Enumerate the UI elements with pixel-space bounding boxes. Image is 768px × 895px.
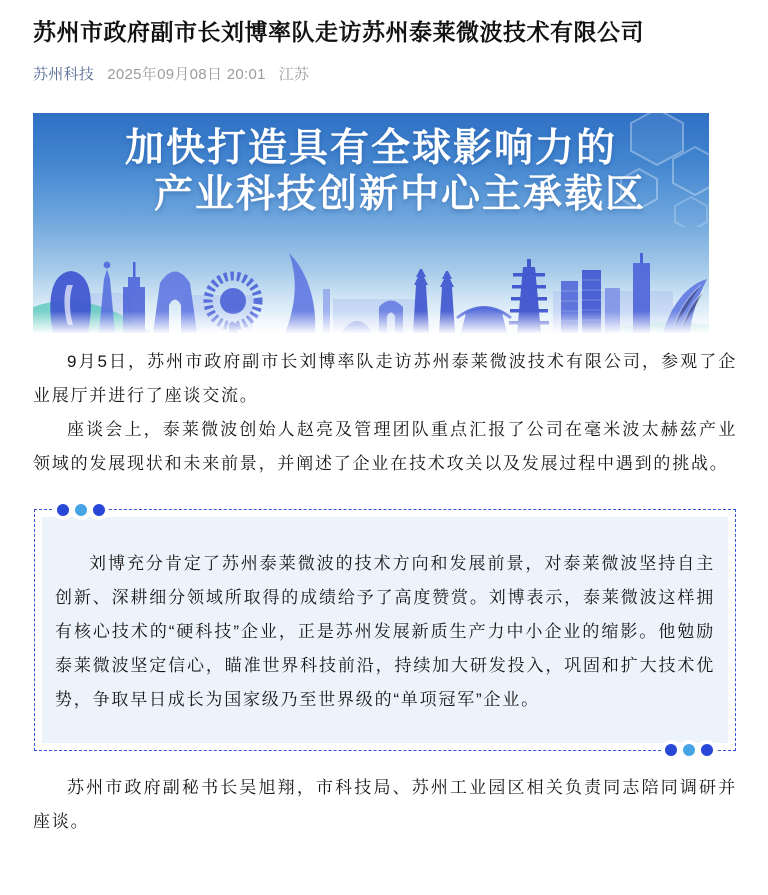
- dot-icon: [75, 504, 87, 516]
- dot-icon: [93, 504, 105, 516]
- dot-icon: [665, 744, 677, 756]
- byline: [33, 63, 737, 84]
- quote-panel: [42, 517, 728, 743]
- city-skyline-illustration: [33, 233, 709, 333]
- publish-date: 2025年09月08日 20:01: [107, 66, 266, 83]
- decorative-dots-bottom-right: [665, 744, 713, 756]
- banner-headline-line1: 加快打造具有全球影响力的: [124, 127, 617, 170]
- banner-headline-line2: 产业科技创新中心主承载区: [153, 173, 646, 216]
- article-title: 苏州市政府副市长刘博率队走访苏州泰莱微波技术有限公司: [33, 19, 644, 45]
- banner-headline: [33, 113, 709, 218]
- paragraph: 苏州市政府副秘书长吴旭翔，市科技局、苏州工业园区相关负责同志陪同调研并座谈。: [33, 778, 737, 831]
- account-name-link[interactable]: 苏州科技: [33, 66, 95, 83]
- decorative-dots-top-left: [57, 504, 105, 516]
- dot-icon: [57, 504, 69, 516]
- quote-paragraph: 刘博充分肯定了苏州泰莱微波的技术方向和发展前景，对泰莱微波坚持自主创新、深耕细分领域所取得的成绩给予了高度赞赏。刘博表示，泰莱微波这样拥有核心技术的“硬科技”企业，正是苏州发展新质生产力中小企业的缩影。他勉励泰莱微波坚定信心，瞄准世界科技前沿，持续加大研发投入，巩固和扩大技术优势，争取早日成长为国家级乃至世界级的“单项冠军”企业。: [55, 554, 715, 709]
- highlight-quote-box: [34, 509, 736, 751]
- publish-location: 江苏: [278, 66, 310, 83]
- paragraph: 9月5日，苏州市政府副市长刘博率队走访苏州泰莱微波技术有限公司，参观了企业展厅并进行了座谈交流。: [33, 352, 737, 405]
- dot-icon: [701, 744, 713, 756]
- paragraph: 座谈会上，泰莱微波创始人赵亮及管理团队重点汇报了公司在毫米波太赫兹产业领域的发展现状和未来前景，并阐述了企业在技术攻关以及发展过程中遇到的挑战。: [33, 420, 737, 473]
- banner-image[interactable]: [33, 113, 709, 333]
- dot-icon: [683, 744, 695, 756]
